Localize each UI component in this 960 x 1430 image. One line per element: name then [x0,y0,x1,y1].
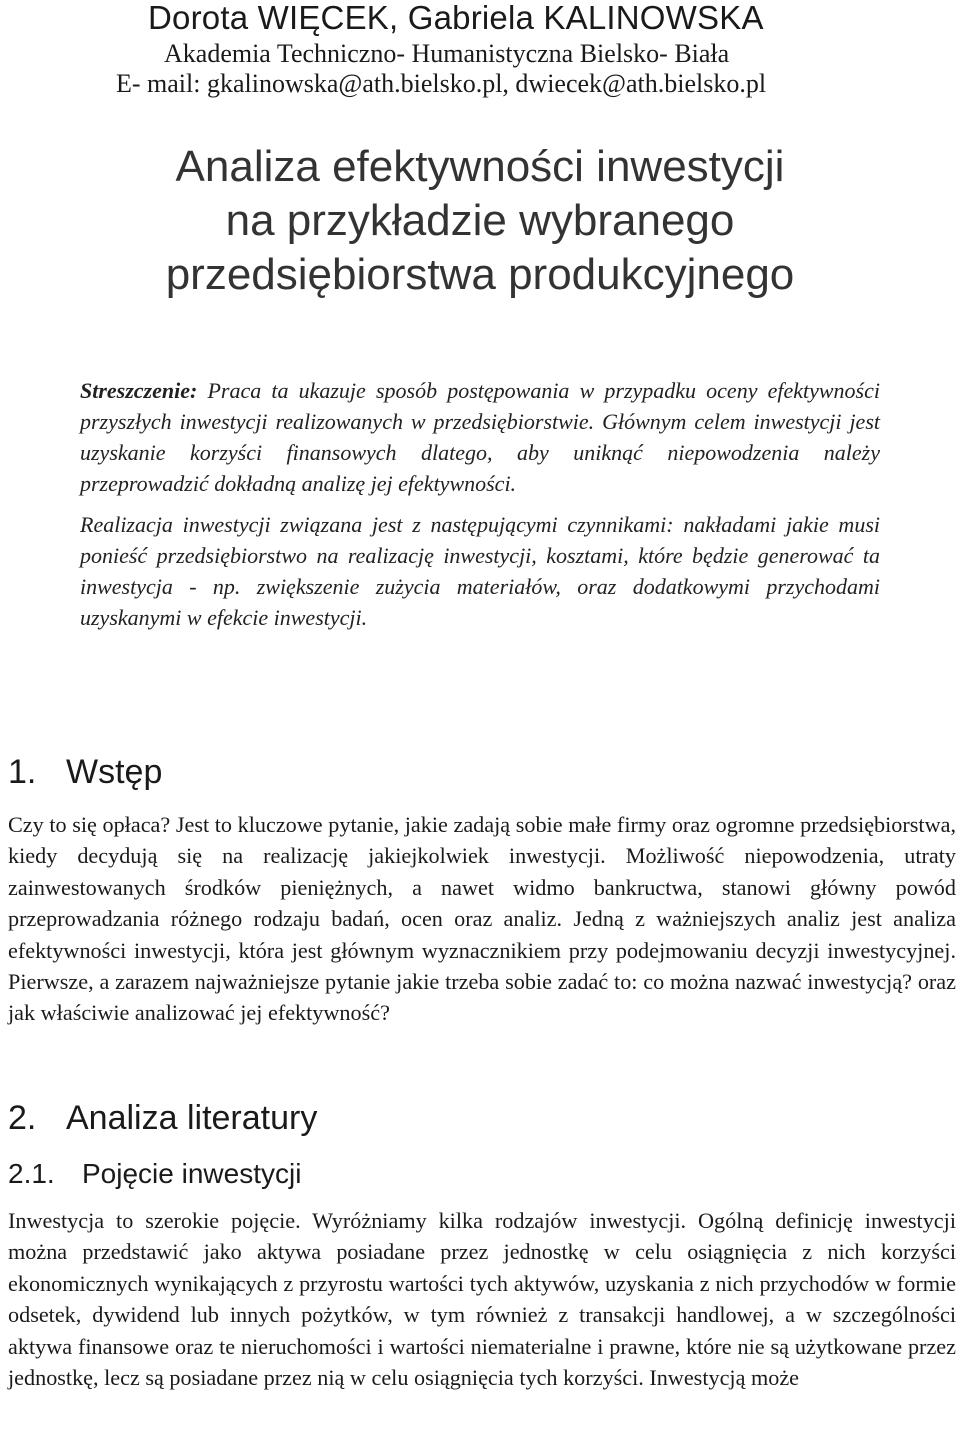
section-title: Wstęp [66,753,163,791]
paper-title-line-1: Analiza efektywności inwestycji [175,142,785,191]
author-names: Dorota WIĘCEK, Gabriela KALINOWSKA [148,0,764,36]
paper-title [0,140,960,302]
author-block [148,0,948,36]
abstract-paragraph-1-text: Praca ta ukazuje sposób postępowania w przypadku oceny efektywności przyszłych inwestycji realizowanych w przedsiębiorstwie. Głównym celem inwestycji jest uzyskanie korzyści finansowych dlatego, aby uniknąć niepowodzenia należy przeprowadzić dokładną analizę jej efektywności. [80,378,880,496]
section-heading-2 [8,1098,317,1138]
abstract-paragraph-2: Realizacja inwestycji związana jest z następującymi czynnikami: nakładami jakie musi ponieść przedsiębiorstwo na realizację inwestycji, kosztami, które będzie generować ta inwestycja - np. zwiększenie zużycia materiałów, oraz dodatkowymi przychodami uzyskanymi w efekcie inwestycji. [80,512,880,630]
section-title: Analiza literatury [66,1099,318,1137]
subsection-number: 2.1. [8,1158,55,1189]
paper-title-line-2: na przykładzie wybranego [225,196,735,245]
subsection-heading-2-1 [8,1157,301,1191]
subsection-title: Pojęcie inwestycji [82,1158,302,1189]
subsection-2-1-body: Inwestycja to szerokie pojęcie. Wyróżniamy kilka rodzajów inwestycji. Ogólną definicję inwestycji można przedstawić jako aktywa posiadane przez jednostkę w celu osiągnięcia z nich korzyści ekonomicznych wynikających z przyrostu wartości tych aktywów, uzyskania z nich przychodów w formie odsetek, dywidend lub innych pożytków, w tym również z transakcji handlowej, a w szczególności aktywa finansowe oraz te nieruchomości i wartości niematerialne i prawne, które nie są użytkowane przez jednostkę, lecz są posiadane przez nią w celu osiągnięcia tych korzyści. Inwestycją może [8,1208,956,1391]
section-number: 2. [8,1099,37,1137]
paper-title-line-3: przedsiębiorstwa produkcyjnego [165,250,795,299]
abstract-paragraph-1 [80,375,880,499]
section-1-body: Czy to się opłaca? Jest to kluczowe pytanie, jakie zadają sobie małe firmy oraz ogromne przedsiębiorstwa, kiedy decydują się na realizację jakiejkolwiek inwestycji. Możliwość niepowodzenia, utraty zainwestowanych środków pieniężnych, a nawet widmo bankructwa, stanowi główny powód przeprowadzania różnego rodzaju badań, ocen oraz analiz. Jedną z ważniejszych analiz jest analiza efektywności inwestycji, która jest głównym wyznacznikiem przy podejmowaniu decyzji inwestycyjnej. Pierwsze, a zarazem najważniejsze pytanie jakie trzeba sobie zadać to: co można nazwać inwestycją? oraz jak właściwie analizować jej efektywność? [8,812,956,1026]
abstract-label: Streszczenie: [80,378,198,403]
section-number: 1. [8,753,37,791]
affiliation: Akademia Techniczno- Humanistyczna Bielsko- Biała [164,39,730,68]
section-heading-1 [8,752,162,792]
author-emails: E- mail: gkalinowska@ath.bielsko.pl, dwiecek@ath.bielsko.pl [116,69,767,98]
abstract [80,375,880,643]
